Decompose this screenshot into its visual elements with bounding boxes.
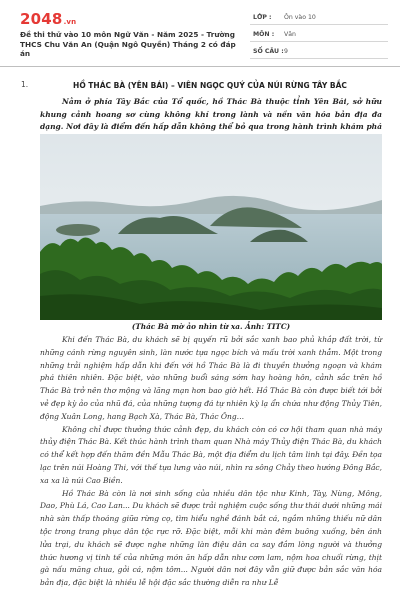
lake-photo (40, 134, 382, 320)
question-count-value: 9 (284, 48, 288, 55)
meta-row-class (250, 12, 388, 25)
article-paragraph: Khi đến Thác Bà, du khách sẽ bị quyến rũ bởi sắc xanh bao phủ khắp đất trời, từ những cánh rừng nguyên sinh, làn nước tựa ngọc bích và mấu trời xanh thẳm. Một trong những trải nghiệm hấp dẫn khi đến với hồ Thác Bà là đi thuyền thưởng ngoạn và khám phá thiên nhiên. Đặc biệt, vào những buổi sáng sớm hay hoàng hôn, cảnh sắc trên hồ Thác Bà trở nên thơ mộng và lãng mạn hơn bao giờ hết. Hồ Thác Bà còn được biết tới bởi vẻ đẹp kỳ ảo của nhũ đá, của những tượng đá tự nhiên kỳ lạ ẩn chứa như động Thủy Tiên, động Xuân Long, hang Bạch Xà, Thác Bà, Thác Ông… (40, 335, 382, 421)
page-header (0, 0, 400, 64)
article-lead: Nằm ở phía Tây Bắc của Tổ quốc, hồ Thác Bà thuộc tỉnh Yên Bái, sở hữu khung cảnh hoang sơ cùng không khí trong lành và nền văn hóa bản địa đa dạng. Nơi đây là điểm đến hấp dẫn không thể bỏ qua trong hành trình khám phá (40, 97, 382, 132)
question-number: 1. (21, 80, 29, 89)
article-body (40, 334, 382, 590)
article-paragraph: Không chỉ được thưởng thức cảnh đẹp, du khách còn có cơ hội tham quan nhà máy thủy điện Thác Bà. Kết thúc hành trình tham quan Nhà máy Thủy điện Thác Bà, du khách có thể kết hợp đến thăm đền Mẫu Thác Bà, một địa điểm du lịch tâm linh tại đây. Đền tọa lạc trên núi Hoàng Thi, với thế tựa lưng vào núi, nhìn ra sông Chảy theo hướng Đông Bắc, xa xa là núi Cao Biền. (40, 424, 382, 485)
class-value: Ôn vào 10 (284, 14, 316, 21)
meta-row-count (250, 46, 388, 59)
lake-photo-illustration (40, 134, 382, 320)
subject-value: Văn (284, 31, 296, 38)
exam-title: Đề thi thử vào 10 môn Ngữ Văn - Năm 2025 - Trường THCS Chu Văn An (Quận Ngô Quyền) Tháng 2 có đáp án (20, 30, 236, 58)
article-paragraph: Hồ Thác Bà còn là nơi sinh sống của nhiều dân tộc như Kinh, Tày, Nùng, Mông, Dao, Phù Lá, Cao Lan... Du khách sẽ được trải nghiệm cuộc sống thư thái dưới những mái nhà sàn thấp thoáng giữa rừng cọ, tìm hiểu nghề đánh bắt cá, ngắm những thiếu nữ dân tộc trong trang phục dân tộc rực rỡ. Đặc biệt, mỗi khi màn đêm buông xuống, bên ánh lửa trại, du khách sẽ được nghe những làn điệu dân ca say đắm lòng người và thưởng thức hương vị tinh tế của những món ăn hấp dẫn như cơm lam, nộm hoa chuối rừng, thịt gà nấu măng chua, gỏi cá, nộm tôm... Người dân nơi đây vẫn giữ được bản sắc văn hóa bản địa, đặc biệt là nhiều lễ hội đặc sắc thường diễn ra như Lễ (40, 488, 382, 588)
photo-caption: (Thác Bà mờ ảo nhìn từ xa. Ảnh: TITC) (131, 322, 291, 331)
meta-row-subject (250, 29, 388, 42)
article-title: HỒ THÁC BÀ (YÊN BÁI) – VIÊN NGỌC QUÝ CỦA NÚI RỪNG TÂY BẮC (73, 81, 347, 90)
logo-suffix: .vn (63, 18, 77, 26)
question-count-label: SỐ CÂU : (253, 48, 284, 55)
subject-label: MÔN : (253, 31, 275, 38)
site-logo[interactable] (20, 10, 76, 28)
exam-meta (250, 12, 388, 63)
logo-text: 2048 (20, 10, 63, 28)
header-divider (0, 66, 400, 67)
class-label: LỚP : (253, 14, 272, 21)
